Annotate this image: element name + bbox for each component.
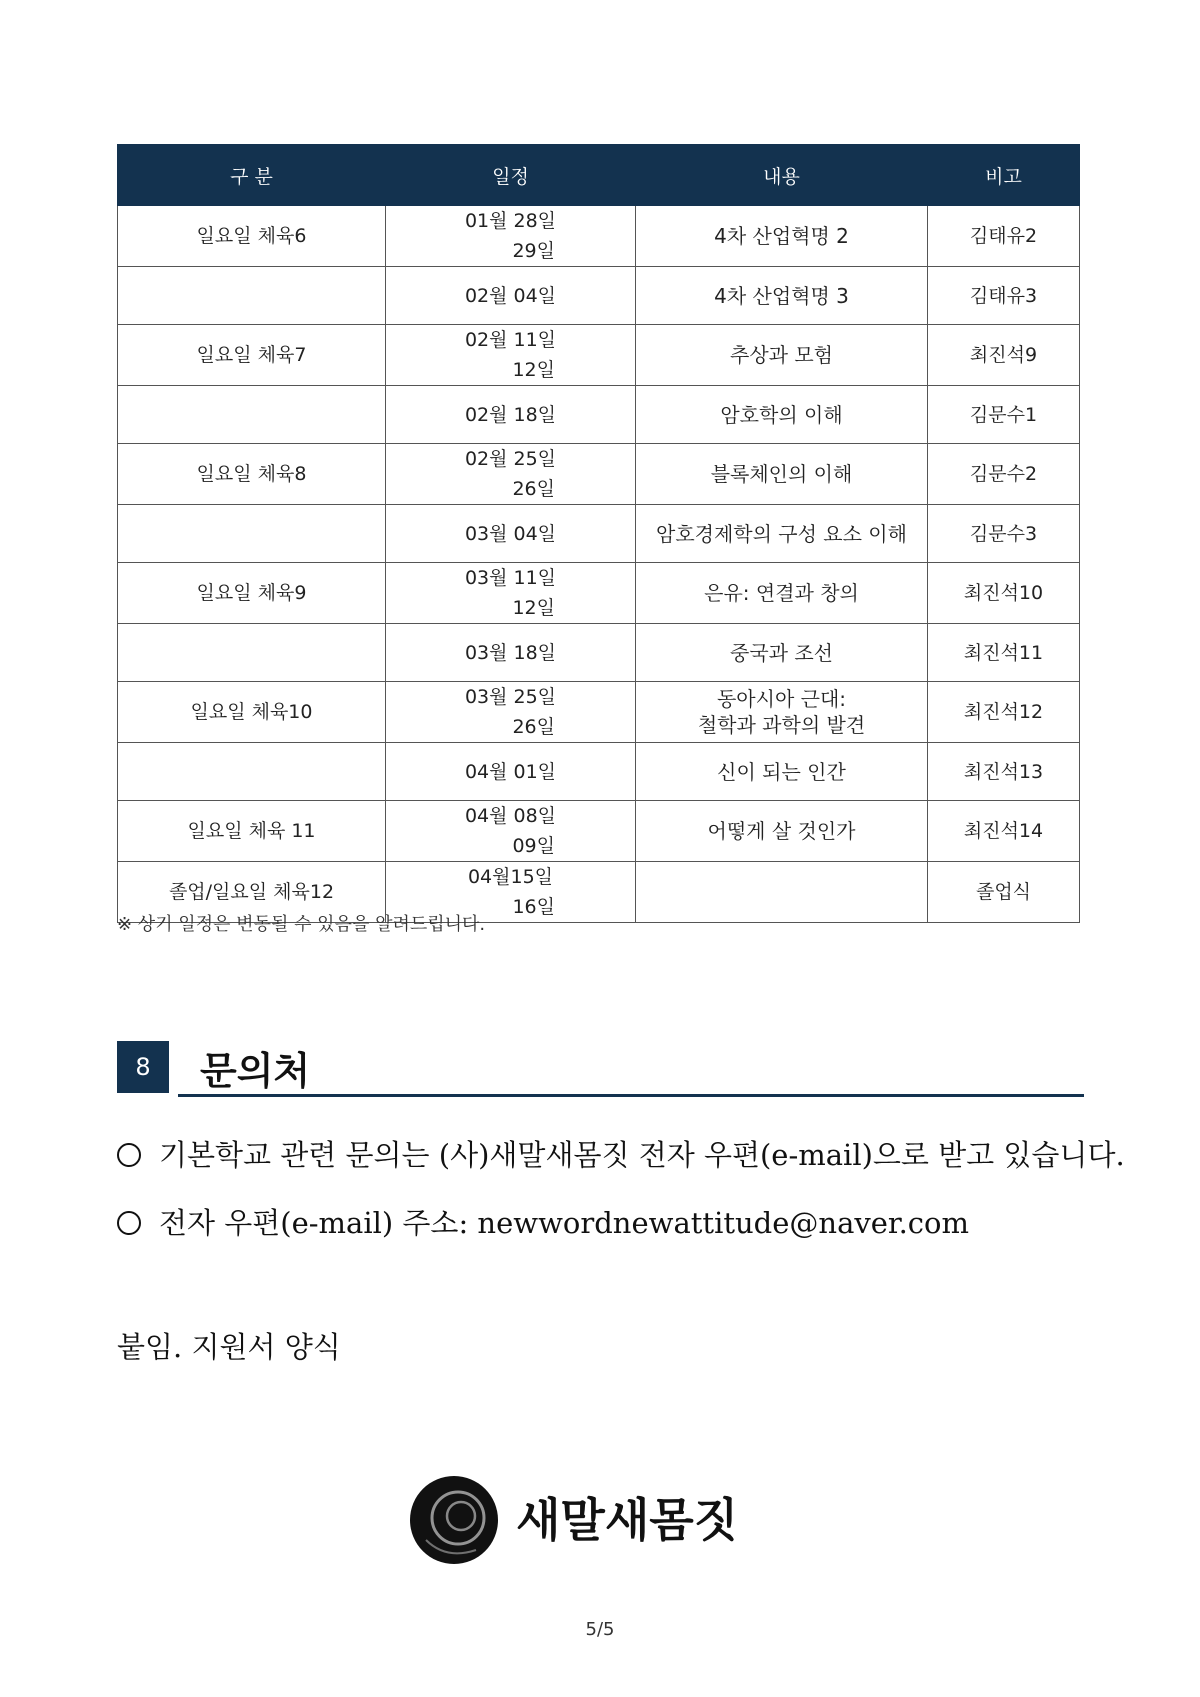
table-row [118,563,1080,624]
attachment-note: 붙임. 지원서 양식 [117,1330,341,1364]
bullet-circle-icon [117,1211,141,1235]
schedule-date-end: 29일 [512,240,555,262]
cell-schedule [386,624,636,682]
cell-note: 김문수2 [928,444,1080,505]
schedule-date-start: 04월 08일 [464,805,557,827]
cell-category: 일요일 체육6 [118,206,386,267]
schedule-date-end: 09일 [512,835,555,857]
header-schedule: 일정 [386,145,636,206]
cell-note: 최진석13 [928,743,1080,801]
cell-category: 일요일 체육8 [118,444,386,505]
schedule-date: 03월 04일 [464,522,557,545]
table-row [118,444,1080,505]
cell-schedule [386,743,636,801]
content-text: 4차 산업혁명 3 [714,283,849,308]
cell-note: 졸업식 [928,862,1080,923]
schedule-date-end: 26일 [512,716,555,738]
cell-content [636,267,928,325]
table-row [118,386,1080,444]
table-row [118,505,1080,563]
schedule-table [117,144,1080,923]
schedule-date-start: 02월 25일 [464,448,557,470]
contact-email-text: 전자 우편(e-mail) 주소: newwordnewattitude@naver.com [159,1206,970,1240]
page-number: 5/5 [585,1619,615,1640]
cell-schedule [386,682,636,743]
contact-line-inquiry [117,1133,1125,1174]
header-category: 구 분 [118,145,386,206]
section-underline [178,1094,1084,1097]
section-title: 문의처 [200,1049,311,1093]
schedule-date-start: 02월 11일 [464,329,557,351]
cell-category: 졸업/일요일 체육12 [118,862,386,923]
cell-schedule [386,563,636,624]
header-content: 내용 [636,145,928,206]
content-text: 어떻게 살 것인가 [707,819,856,843]
cell-category: 일요일 체육 11 [118,801,386,862]
cell-category [118,743,386,801]
cell-category [118,386,386,444]
table-row [118,206,1080,267]
cell-schedule [386,206,636,267]
section-number: 8 [117,1041,169,1093]
contact-line-email [117,1201,969,1242]
schedule-date-start: 03월 11일 [464,567,557,589]
cell-content [636,862,928,923]
cell-content [636,386,928,444]
cell-category: 일요일 체육7 [118,325,386,386]
schedule-date-end: 16일 [512,896,555,918]
contact-inquiry-text: 기본학교 관련 문의는 (사)새말새몸짓 전자 우편(e-mail)으로 받고 있습니다. [159,1138,1125,1172]
bullet-circle-icon [117,1143,141,1167]
table-header-row [118,145,1080,206]
content-text: 암호학의 이해 [720,402,843,427]
cell-content [636,682,928,743]
cell-category: 일요일 체육10 [118,682,386,743]
table-row [118,682,1080,743]
table-row [118,325,1080,386]
content-text: 추상과 모험 [730,343,833,367]
schedule-date-end: 12일 [512,359,555,381]
cell-note: 최진석10 [928,563,1080,624]
content-text: 동아시아 근대: [716,687,846,711]
content-text: 신이 되는 인간 [717,759,846,784]
cell-note: 김태유3 [928,267,1080,325]
content-text: 중국과 조선 [730,640,833,665]
cell-note: 김문수3 [928,505,1080,563]
cell-note: 최진석12 [928,682,1080,743]
cell-content [636,325,928,386]
schedule-date-start: 01월 28일 [464,210,557,232]
content-text: 4차 산업혁명 2 [714,224,849,248]
cell-schedule [386,444,636,505]
schedule-date-end: 26일 [512,478,555,500]
cell-note: 김태유2 [928,206,1080,267]
schedule-date: 02월 18일 [464,403,557,426]
cell-category [118,267,386,325]
cell-schedule [386,801,636,862]
cell-category [118,624,386,682]
cell-content [636,743,928,801]
cell-content [636,801,928,862]
table-row [118,267,1080,325]
content-text: 블록체인의 이해 [710,462,853,486]
cell-note: 최진석9 [928,325,1080,386]
logo-lettering: 새말새몸짓 [516,1493,739,1547]
table-row [118,801,1080,862]
cell-schedule [386,267,636,325]
cell-content [636,505,928,563]
table-row [118,624,1080,682]
content-text-line2: 철학과 과학의 발견 [697,713,866,737]
cell-schedule [386,505,636,563]
cell-content [636,206,928,267]
schedule-date: 03월 18일 [464,641,557,664]
cell-content [636,444,928,505]
cell-category: 일요일 체육9 [118,563,386,624]
cell-note: 최진석11 [928,624,1080,682]
schedule-date: 02월 04일 [464,284,557,307]
cell-schedule [386,325,636,386]
cell-content [636,624,928,682]
cell-category [118,505,386,563]
organization-logo [406,1470,766,1570]
cell-note: 김문수1 [928,386,1080,444]
content-text: 은유: 연결과 창의 [704,581,859,605]
cell-schedule [386,386,636,444]
schedule-date-end: 12일 [512,597,555,619]
table-row [118,743,1080,801]
schedule-footnote: ※ 상기 일정은 변동될 수 있음을 알려드립니다. [117,914,486,935]
header-note: 비고 [928,145,1080,206]
content-text: 암호경제학의 구성 요소 이해 [656,521,907,546]
cell-content [636,563,928,624]
ink-circle-logo-icon [406,1470,766,1570]
schedule-date-start: 04월15일 [467,866,554,888]
schedule-date-start: 03월 25일 [464,686,557,708]
cell-note: 최진석14 [928,801,1080,862]
schedule-date: 04월 01일 [464,760,557,783]
